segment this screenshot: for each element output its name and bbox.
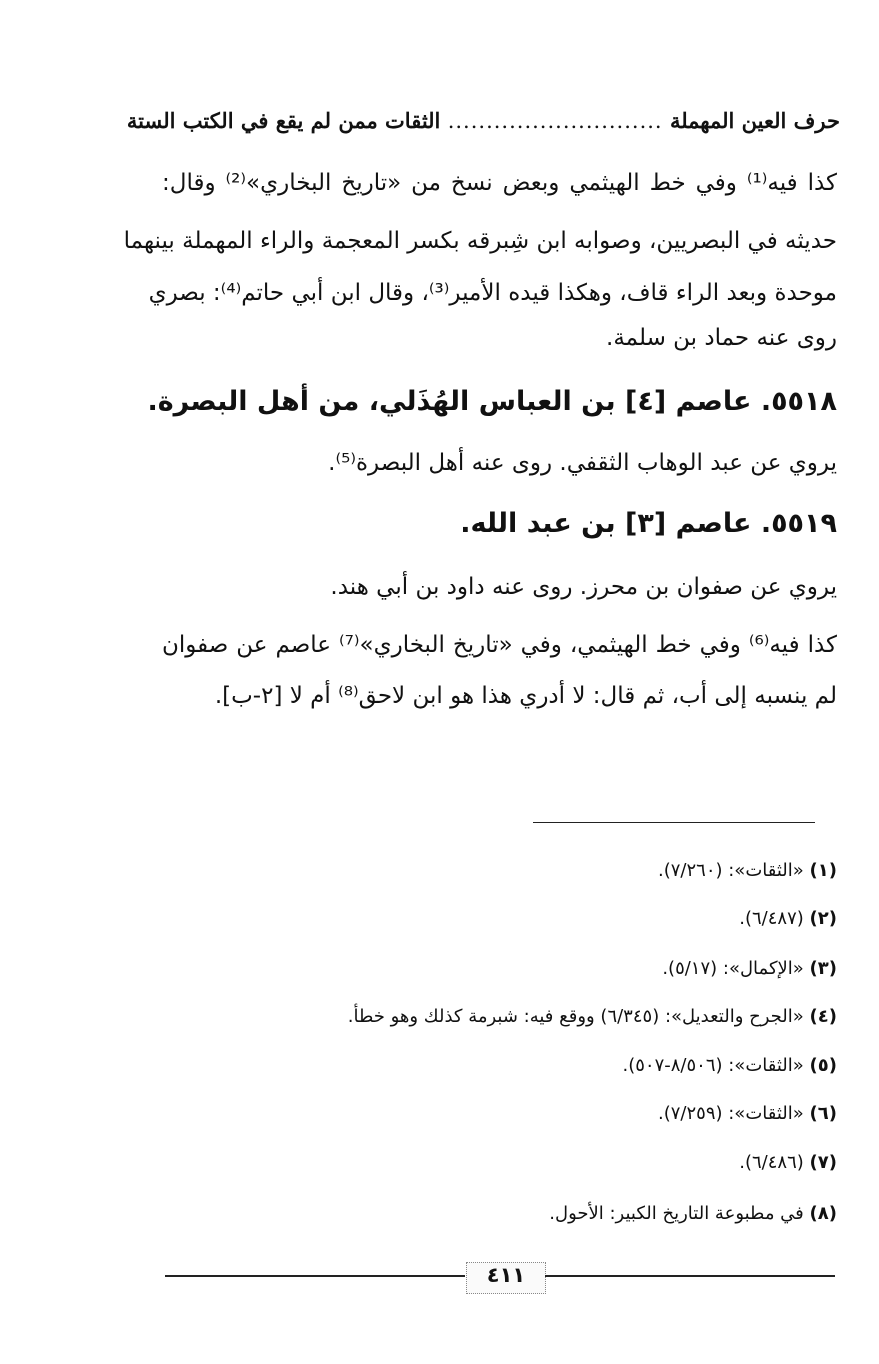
footnote	[549, 1203, 837, 1224]
bottom-rule-left	[165, 1275, 465, 1277]
footnote-text: (٦/٤٨٧).	[739, 908, 804, 929]
footnote-number: (٣)	[809, 958, 837, 979]
footnote-number: (٢)	[809, 908, 837, 929]
footnote-text: في مطبوعة التاريخ الكبير: الأحول.	[549, 1203, 804, 1224]
footnote	[348, 1006, 837, 1027]
footnote-text: «الثقات»: (٨/٥٠٦-٥٠٧).	[622, 1055, 804, 1076]
footnote	[662, 958, 837, 979]
footnote-number: (٨)	[809, 1203, 837, 1224]
header-book-title: الثقات ممن لم يقع في الكتب الستة	[126, 108, 441, 133]
bottom-rule-right	[545, 1275, 835, 1277]
paragraph-line: لم ينسبه إلى أب، ثم قال: لا أدري هذا هو ابن لاحق⁽⁸⁾ أم لا [٢-ب].	[214, 683, 837, 709]
footnote-number: (١)	[809, 860, 837, 881]
paragraph-line: روى عنه حماد بن سلمة.	[606, 325, 837, 351]
running-header	[126, 106, 840, 146]
footnote-separator	[533, 822, 815, 823]
paragraph-line: موحدة وبعد الراء قاف، وهكذا قيده الأمير⁽³⁾، وقال ابن أبي حاتم⁽⁴⁾: بصري	[148, 280, 837, 306]
footnote-text: «الثقات»: (٧/٢٥٩).	[658, 1103, 804, 1124]
header-dots: ............................	[447, 108, 663, 133]
footnote	[739, 908, 837, 929]
entry-heading-5518: ٥٥١٨. عاصم [٤] بن العباس الهُذَلي، من أهل البصرة.	[147, 386, 837, 417]
footnote-number: (٥)	[809, 1055, 837, 1076]
footnote	[658, 1103, 837, 1124]
page-number: ٤١١	[466, 1262, 546, 1294]
footnote	[622, 1055, 837, 1076]
footnote-text: «الجرح والتعديل»: (٦/٣٤٥) ووقع فيه: شبرمة كذلك وهو خطأ.	[347, 1006, 804, 1027]
footnote-number: (٦)	[809, 1103, 837, 1124]
paragraph-line: كذا فيه⁽⁶⁾ وفي خط الهيثمي، وفي «تاريخ البخاري»⁽⁷⁾ عاصم عن صفوان	[162, 632, 837, 658]
footnote	[739, 1152, 837, 1173]
entry-heading-5519: ٥٥١٩. عاصم [٣] بن عبد الله.	[460, 508, 837, 539]
footnote	[658, 860, 837, 881]
footnote-number: (٧)	[809, 1152, 837, 1173]
footnote-text: (٦/٤٨٦).	[739, 1152, 804, 1173]
footnote-number: (٤)	[809, 1006, 837, 1027]
entry-text-5518: يروي عن عبد الوهاب الثقفي. روى عنه أهل البصرة⁽⁵⁾.	[328, 450, 837, 476]
footnote-text: «الثقات»: (٧/٢٦٠).	[658, 860, 804, 881]
footnote-text: «الإكمال»: (٥/١٧).	[662, 958, 804, 979]
entry-text-5519: يروي عن صفوان بن محرز. روى عنه داود بن أبي هند.	[330, 574, 837, 600]
paragraph-line: حديثه في البصريين، وصوابه ابن شِبرقه بكسر المعجمة والراء المهملة بينهما	[123, 228, 837, 254]
header-chapter: حرف العين المهملة	[669, 108, 840, 133]
paragraph-line: كذا فيه⁽¹⁾ وفي خط الهيثمي وبعض نسخ من «تاريخ البخاري»⁽²⁾ وقال:	[162, 170, 838, 196]
